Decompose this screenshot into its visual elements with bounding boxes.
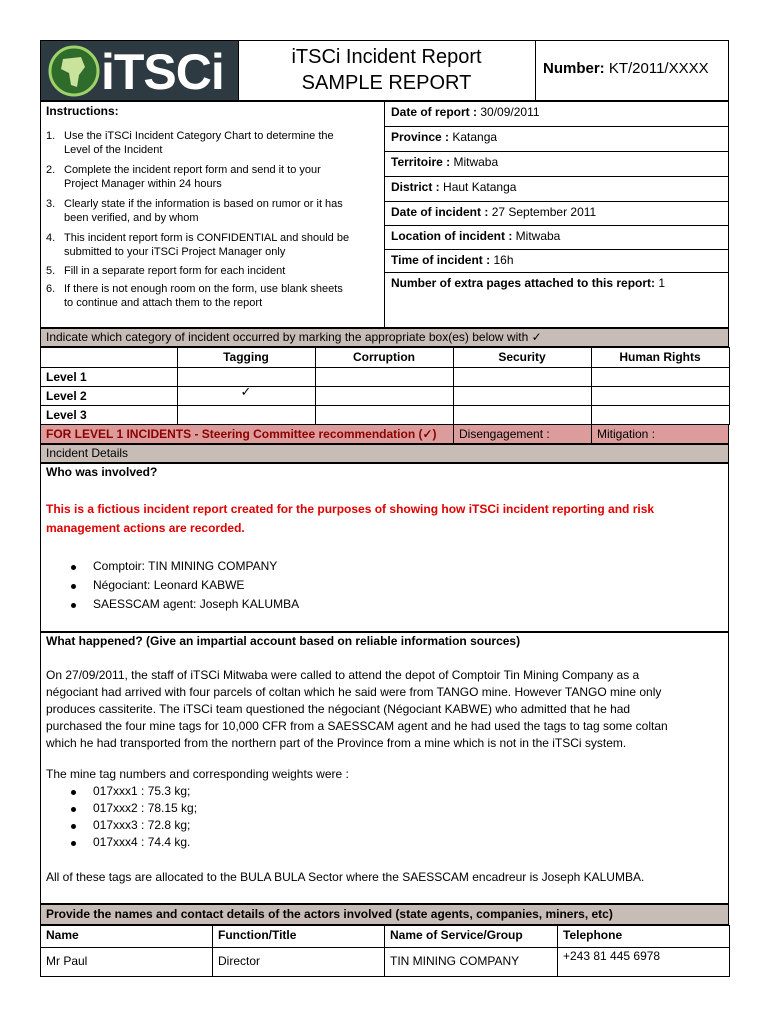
involved-person: Négociant: Leonard KABWE [93,578,245,592]
field-divider [384,126,729,127]
actors-heading: Provide the names and contact details of the actors involved (state agents, companies, miners, etc) [46,907,613,921]
what-label: What happened? (Give an impartial account based on reliable information sources) [46,634,521,648]
narrative-line: which he had transported from the northern part of the Province from a mine which is not in the iTSCi system. [46,736,627,750]
field-label: Time of incident : [391,253,491,267]
bullet-icon [71,584,76,589]
bullet-icon [71,603,76,608]
fiction-notice-2: management actions are recorded. [46,521,245,535]
field-label: Province : [391,130,450,144]
checkmark-icon: ✓ [240,384,252,399]
page-title: iTSCi Incident Report [291,46,482,68]
field-divider [384,176,729,177]
instruction-text: Use the iTSCi Incident Category Chart to determine the [64,130,334,142]
field-label: Number of extra pages attached to this report: [391,276,656,290]
actor-service: TIN MINING COMPANY [390,954,520,968]
field-divider [384,272,729,273]
details-heading-bar [40,444,729,463]
actors-column-header: Name [46,928,79,942]
disengagement-field: Disengagement : [459,427,550,441]
page-subtitle: SAMPLE REPORT [301,72,472,94]
category-cell [40,347,178,368]
narrative-line: négociant had arrived with four parcels of coltan which he said were from TANGO mine. However TANGO mine only [46,685,662,699]
field-value: 16h [493,253,514,267]
instruction-text: Clearly state if the information is based on rumor or it has [64,198,343,210]
category-cell[interactable] [453,367,592,387]
field-label: District : [391,180,440,194]
field-row [391,105,540,119]
involved-person: Comptoir: TIN MINING COMPANY [93,559,278,573]
field-label: Territoire : [391,155,451,169]
actor-telephone: +243 81 445 6978 [563,949,661,963]
report-number-value: KT/2011/XXXX [608,60,709,77]
category-level-label: Level 1 [46,370,87,384]
actors-column-header: Name of Service/Group [390,928,523,942]
instruction-text: Fill in a separate report form for each incident [64,265,286,277]
category-cell[interactable] [591,386,730,406]
field-row [391,205,596,219]
narrative-line: purchased the four mine tags for 10,000 CFR from a SAESSCAM agent and he had used the tags to tag some coltan [46,719,668,733]
bullet-icon [71,565,76,570]
field-label: Date of report : [391,105,478,119]
field-value: 27 September 2011 [491,205,597,219]
instructions-heading: Instructions: [46,104,119,118]
mine-tag-item: 017xxx1 : 75.3 kg; [93,784,191,798]
closing-line: All of these tags are allocated to the BULA BULA Sector where the SAESSCAM encadreur is Joseph KALUMBA. [46,870,645,884]
category-cell[interactable] [453,386,592,406]
mitigation-field: Mitigation : [597,427,656,441]
category-level-label: Level 3 [46,408,87,422]
field-row [391,130,497,144]
field-row [391,180,516,194]
category-cell[interactable] [177,405,316,425]
category-column-header: Human Rights [619,350,701,364]
field-row [391,276,665,290]
field-value: 30/09/2011 [480,105,540,119]
who-label: Who was involved? [46,465,158,479]
field-value: Haut Katanga [443,180,517,194]
instruction-number: 6. [46,283,56,295]
category-column-header: Security [498,350,546,364]
instruction-text: to continue and attach them to the report [64,297,263,309]
field-value: Mitwaba [515,229,561,243]
instruction-number: 3. [46,198,56,210]
actors-column-header: Telephone [563,928,623,942]
field-divider [384,151,729,152]
instruction-text: Complete the incident report form and send it to your [64,164,321,176]
field-divider [384,201,729,202]
fiction-notice-1: This is a fictious incident report created for the purposes of showing how iTSCi incident reporting and risk [46,502,655,516]
field-row [391,155,498,169]
category-cell[interactable] [591,405,730,425]
bullet-icon [71,841,76,846]
logo [41,41,238,100]
actors-column-header: Function/Title [218,928,297,942]
field-label: Date of incident : [391,205,489,219]
level1-note: FOR LEVEL 1 INCIDENTS - Steering Committee recommendation (✓) [46,427,437,441]
instruction-text: This incident report form is CONFIDENTIAL and should be [64,232,350,244]
bullet-icon [71,824,76,829]
field-divider [384,249,729,250]
category-cell[interactable] [315,405,454,425]
narrative-line: produces cassiterite. The iTSCi team questioned the négociant (Négociant KABWE) who admitted that he had [46,702,631,716]
instruction-text: Level of the Incident [64,144,163,156]
field-row [391,229,560,243]
details-heading: Incident Details [46,446,129,460]
category-column-header: Corruption [353,350,415,364]
actor-name: Mr Paul [46,954,88,968]
instruction-number: 4. [46,232,56,244]
level1-divider-1 [453,424,454,444]
instruction-text: been verified, and by whom [64,212,199,224]
bullet-icon [71,790,76,795]
category-cell[interactable] [315,367,454,387]
field-value: 1 [658,276,666,290]
level1-divider-2 [591,424,592,444]
actor-function: Director [218,954,261,968]
instruction-number: 1. [46,130,56,142]
field-value: Mitwaba [453,155,499,169]
category-cell[interactable] [591,367,730,387]
mine-tag-item: 017xxx4 : 74.4 kg. [93,835,191,849]
field-divider [384,225,729,226]
mine-tag-item: 017xxx2 : 78.15 kg; [93,801,198,815]
category-column-header: Tagging [223,350,269,364]
category-cell[interactable] [315,386,454,406]
instruction-text: Project Manager within 24 hours [64,178,222,190]
involved-person: SAESSCAM agent: Joseph KALUMBA [93,597,300,611]
category-instruction: Indicate which category of incident occurred by marking the appropriate box(es) below with ✓ [46,330,542,344]
field-value: Katanga [452,130,498,144]
instruction-number: 5. [46,265,56,277]
mine-tag-item: 017xxx3 : 72.8 kg; [93,818,191,832]
instruction-text: submitted to your iTSCi Project Manager only [64,246,286,258]
instruction-number: 2. [46,164,56,176]
narrative-line: On 27/09/2011, the staff of iTSCi Mitwaba were called to attend the depot of Comptoir Tin Mining Company as a [46,668,640,682]
category-level-label: Level 2 [46,389,87,403]
report-number-label: Number: [543,60,605,77]
logo-text: iTSCi [101,44,224,100]
category-cell[interactable] [453,405,592,425]
field-row [391,253,514,267]
field-label: Location of incident : [391,229,513,243]
tags-intro: The mine tag numbers and corresponding weights were : [46,767,349,781]
report-number [543,60,709,77]
bullet-icon [71,807,76,812]
instruction-text: If there is not enough room on the form, use blank sheets [64,283,343,295]
header-divider-right [535,40,536,101]
